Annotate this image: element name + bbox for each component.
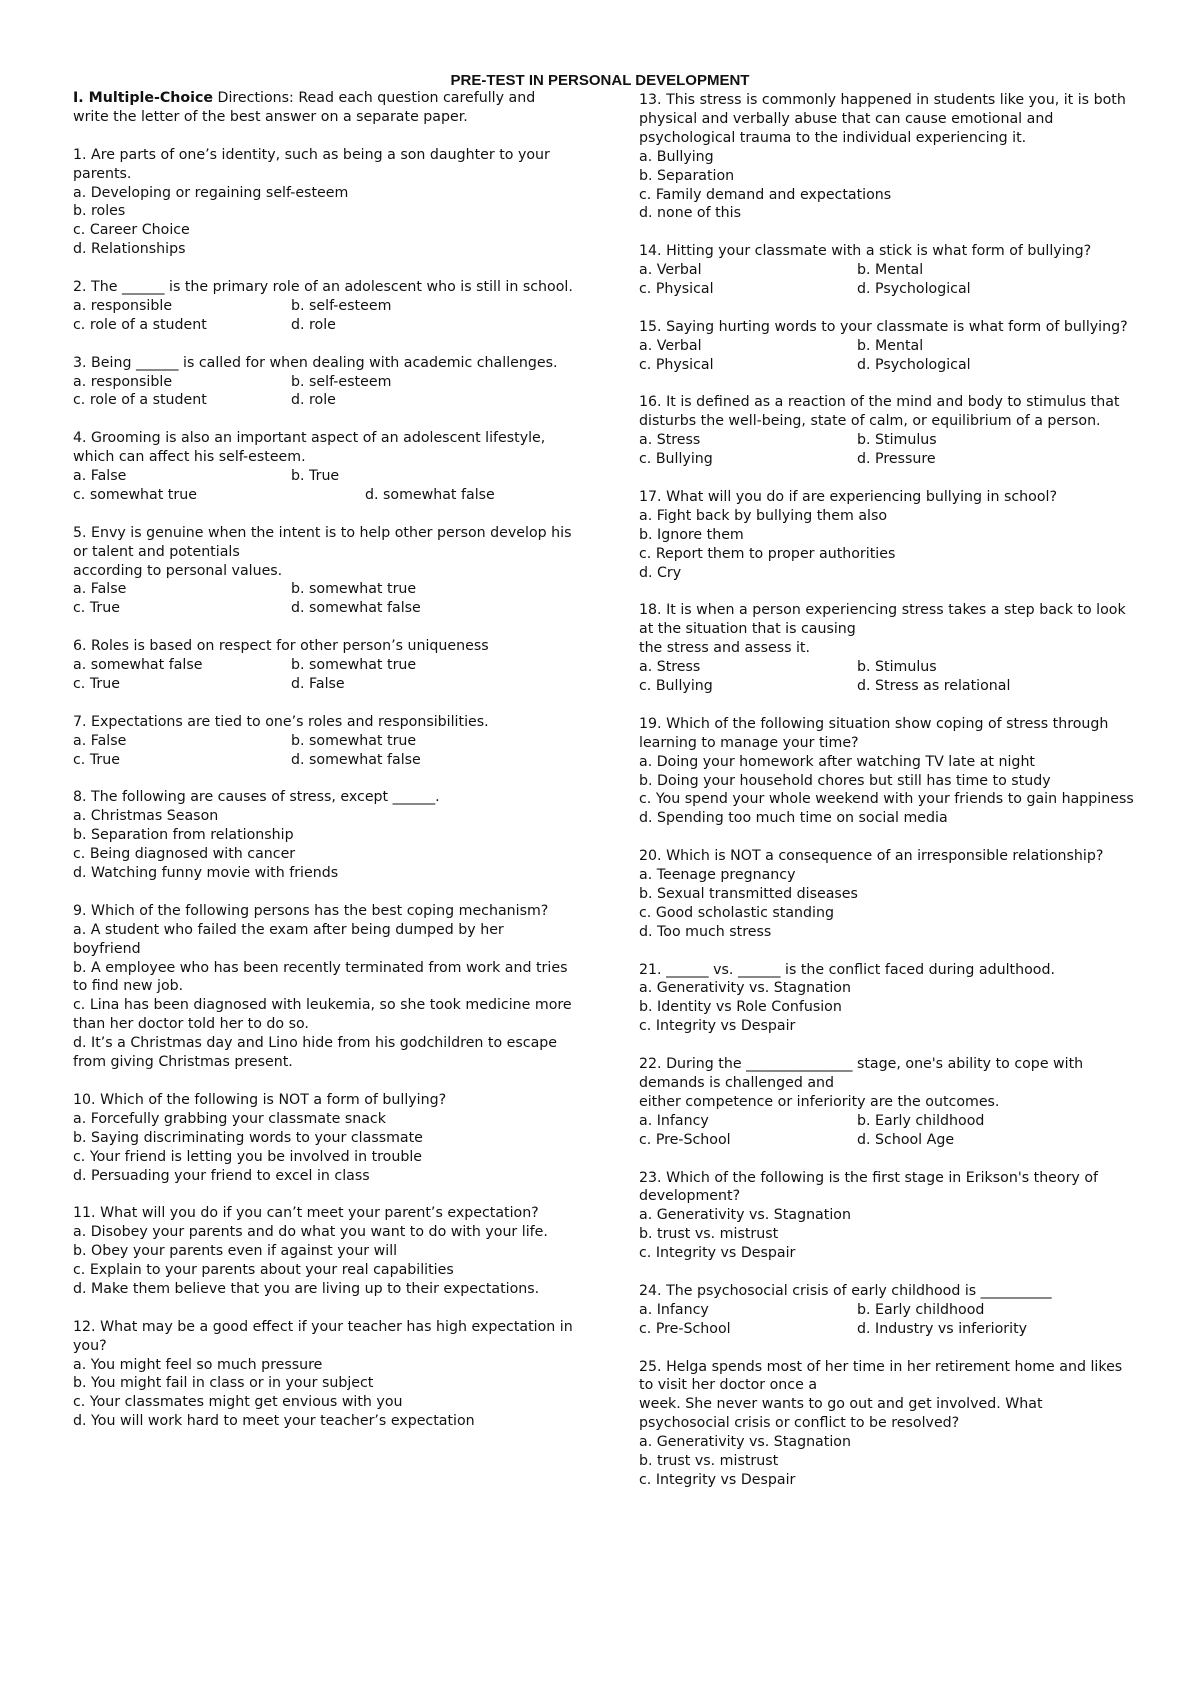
answer-option: b. somewhat true [291, 657, 417, 674]
answer-option: b. You might fail in class or in your subject [73, 1375, 374, 1392]
answer-option: d. role [291, 316, 336, 333]
answer-option: a. Disobey your parents and do what you want to do with your life. [73, 1224, 548, 1241]
answer-option: b. A employee who has been recently terminated from work and tries to find new job. [73, 959, 572, 995]
answer-option: d. Relationships [73, 241, 186, 258]
question-text: either competence or inferiority are the outcomes. [639, 1093, 1000, 1110]
question-text: 16. It is defined as a reaction of the mind and body to stimulus that disturbs the well-being, state of calm, or equilibrium of a person. [639, 394, 1124, 430]
answer-options [639, 507, 1134, 583]
question-item [639, 847, 1134, 942]
question-text: 5. Envy is genuine when the intent is to help other person develop his or talent and potentials [73, 524, 577, 560]
question-text: 9. Which of the following persons has the best coping mechanism? [73, 902, 549, 919]
answer-option: c. True [73, 600, 120, 617]
answer-option: b. Mental [857, 337, 924, 354]
answer-option: b. Stimulus [857, 432, 937, 449]
answer-options [639, 979, 1134, 1036]
question-item [73, 524, 577, 619]
answer-option: d. School Age [857, 1131, 955, 1148]
question-text: 15. Saying hurting words to your classmate is what form of bullying? [639, 318, 1128, 335]
question-text: 10. Which of the following is NOT a form of bullying? [73, 1091, 447, 1108]
answer-option: c. Family demand and expectations [639, 186, 892, 203]
answer-option: a. False [73, 581, 127, 598]
question-item [639, 715, 1134, 828]
question-text: the stress and assess it. [639, 640, 811, 657]
answer-options [73, 732, 573, 770]
answer-option: a. somewhat false [73, 657, 203, 674]
page-title: PRE-TEST IN PERSONAL DEVELOPMENT [450, 72, 750, 89]
answer-option: a. False [73, 468, 127, 485]
question-text: 8. The following are causes of stress, except ______. [73, 789, 440, 806]
answer-option: a. Verbal [639, 337, 702, 354]
answer-option: c. True [73, 751, 120, 768]
answer-option: b. self-esteem [291, 373, 392, 390]
answer-option: c. Integrity vs Despair [639, 1245, 796, 1262]
question-text: 14. Hitting your classmate with a stick is what form of bullying? [639, 243, 1092, 260]
answer-option: a. Teenage pregnancy [639, 867, 796, 884]
question-text: 19. Which of the following situation show coping of stress through learning to manage your time? [639, 715, 1113, 751]
answer-options [73, 921, 577, 1072]
answer-option: d. Psychological [857, 281, 971, 298]
answer-option: b. somewhat true [291, 581, 417, 598]
answer-option: d. Industry vs inferiority [857, 1320, 1028, 1337]
answer-option: b. Separation from relationship [73, 827, 294, 844]
question-text: 24. The psychosocial crisis of early childhood is __________ [639, 1282, 1052, 1299]
answer-option: b. somewhat true [291, 732, 417, 749]
answer-option: c. role of a student [73, 392, 207, 409]
question-item [639, 1169, 1134, 1264]
answer-options [73, 184, 573, 260]
answer-options [73, 580, 573, 618]
question-item [639, 961, 1134, 1037]
question-text: 17. What will you do if are experiencing bullying in school? [639, 488, 1058, 505]
question-item [73, 788, 573, 883]
question-item [73, 1091, 573, 1186]
answer-option: d. somewhat false [365, 486, 495, 503]
question-item [73, 146, 573, 259]
answer-option: c. Integrity vs Despair [639, 1018, 796, 1035]
answer-option: c. Lina has been diagnosed with leukemia, so she took medicine more than her doctor told her to do so. [73, 997, 577, 1033]
answer-option: a. Doing your homework after watching TV late at night [639, 753, 1035, 770]
question-item [73, 278, 573, 335]
answer-option: d. somewhat false [291, 600, 421, 617]
answer-option: c. Integrity vs Despair [639, 1471, 796, 1488]
answer-options [639, 1112, 1134, 1150]
question-text: 25. Helga spends most of her time in her retirement home and likes to visit her doctor once a [639, 1358, 1127, 1394]
answer-option: c. Report them to proper authorities [639, 545, 896, 562]
answer-option: a. Infancy [639, 1301, 709, 1318]
section-label: I. Multiple-Choice [73, 90, 214, 106]
answer-option: a. Generativity vs. Stagnation [639, 1207, 851, 1224]
answer-option: b. Early childhood [857, 1301, 985, 1318]
answer-option: d. False [291, 676, 345, 692]
left-question-list [73, 146, 578, 1431]
answer-option: c. Pre-School [639, 1320, 731, 1337]
answer-option: c. Your friend is letting you be involved in trouble [73, 1148, 422, 1165]
answer-option: b. Obey your parents even if against your will [73, 1243, 398, 1260]
question-text: according to personal values. [73, 562, 283, 579]
question-text: 2. The ______ is the primary role of an adolescent who is still in school. [73, 279, 573, 296]
answer-options [639, 261, 1134, 299]
answer-option: b. Separation [639, 167, 735, 184]
answer-option: a. You might feel so much pressure [73, 1356, 323, 1373]
question-item [639, 1282, 1134, 1339]
answer-options [639, 753, 1134, 829]
answer-option: a. Generativity vs. Stagnation [639, 1434, 851, 1451]
answer-options [73, 1223, 573, 1299]
question-item [73, 1204, 573, 1299]
answer-option: d. Persuading your friend to excel in class [73, 1167, 370, 1184]
answer-option: b. Early childhood [857, 1112, 985, 1129]
question-item [639, 318, 1134, 375]
answer-option: d. Psychological [857, 356, 971, 373]
answer-option: d. Pressure [857, 451, 936, 468]
answer-option: c. Bullying [639, 451, 713, 468]
answer-option: c. Pre-School [639, 1131, 731, 1148]
answer-option: c. Your classmates might get envious with you [73, 1394, 403, 1411]
answer-option: c. role of a student [73, 316, 207, 333]
question-text: 4. Grooming is also an important aspect of an adolescent lifestyle, which can affect his self-esteem. [73, 430, 550, 466]
question-text: 12. What may be a good effect if your teacher has high expectation in you? [73, 1318, 578, 1354]
question-text: 22. During the _______________ stage, one's ability to cope with demands is challenged and [639, 1056, 1088, 1091]
question-item [639, 91, 1134, 223]
answer-option: b. Saying discriminating words to your classmate [73, 1129, 423, 1146]
answer-option: a. Forcefully grabbing your classmate snack [73, 1110, 386, 1127]
answer-option: d. Cry [639, 564, 682, 581]
answer-option: a. Verbal [639, 262, 702, 279]
right-column [639, 91, 1134, 1509]
answer-option: c. Good scholastic standing [639, 904, 834, 921]
answer-option: c. Physical [639, 281, 714, 298]
answer-option: b. Ignore them [639, 526, 744, 543]
right-question-list [639, 91, 1134, 1490]
question-item [73, 902, 577, 1072]
answer-option: b. Mental [857, 262, 924, 279]
question-item [639, 242, 1134, 299]
directions-text: Directions: Read each question carefully and write the letter of the best answer on a separate paper. [73, 90, 536, 125]
question-item [73, 713, 573, 770]
answer-option: b. Stimulus [857, 659, 937, 676]
answer-options [639, 148, 1134, 224]
answer-options [73, 373, 573, 411]
answer-options [639, 1433, 1134, 1490]
question-item [639, 488, 1134, 583]
question-item [639, 1358, 1134, 1490]
answer-option: d. Stress as relational [857, 678, 1011, 695]
answer-options [73, 807, 573, 883]
answer-option: d. Too much stress [639, 923, 772, 940]
answer-options [73, 1110, 573, 1186]
answer-options [639, 431, 1134, 469]
answer-options [639, 1206, 1134, 1263]
question-text: 13. This stress is commonly happened in students like you, it is both physical and verbally abuse that can cause emotional and psychological trauma to the individual experiencing it. [639, 92, 1131, 146]
answer-option: a. Stress [639, 659, 701, 676]
question-text: 11. What will you do if you can’t meet your parent’s expectation? [73, 1205, 539, 1222]
answer-option: a. Generativity vs. Stagnation [639, 980, 851, 997]
left-column [73, 89, 578, 1450]
answer-option: a. Bullying [639, 148, 714, 165]
question-text: 18. It is when a person experiencing stress takes a step back to look at the situation that is causing [639, 602, 1131, 638]
question-text: 3. Being ______ is called for when dealing with academic challenges. [73, 354, 558, 371]
answer-option: c. Physical [639, 356, 714, 373]
answer-options [73, 1356, 573, 1432]
answer-option: b. True [291, 468, 340, 485]
answer-options [639, 866, 1134, 942]
question-item [73, 354, 573, 411]
answer-options [73, 656, 573, 694]
answer-option: a. Infancy [639, 1112, 709, 1129]
answer-option: a. False [73, 732, 127, 749]
answer-option: a. Fight back by bullying them also [639, 507, 888, 524]
answer-options [73, 467, 573, 505]
question-item [73, 429, 573, 505]
answer-option: a. responsible [73, 373, 173, 390]
question-text: 20. Which is NOT a consequence of an irresponsible relationship? [639, 848, 1104, 865]
answer-option: c. You spend your whole weekend with your friends to gain happiness [639, 791, 1134, 808]
answer-option: d. none of this [639, 205, 742, 222]
question-text: 6. Roles is based on respect for other person’s uniqueness [73, 638, 489, 655]
answer-option: b. Doing your household chores but still has time to study [639, 772, 1051, 789]
answer-option: d. Spending too much time on social media [639, 810, 948, 827]
answer-option: c. Career Choice [73, 222, 190, 239]
answer-option: d. Make them believe that you are living up to their expectations. [73, 1280, 540, 1297]
answer-option: c. True [73, 676, 120, 692]
answer-option: b. self-esteem [291, 297, 392, 314]
answer-option: c. somewhat true [73, 486, 197, 503]
answer-option: b. trust vs. mistrust [639, 1226, 779, 1243]
answer-option: d. Watching funny movie with friends [73, 865, 339, 882]
answer-option: a. responsible [73, 297, 173, 314]
answer-option: a. Developing or regaining self-esteem [73, 184, 349, 201]
question-item [639, 1055, 1134, 1150]
answer-option: a. A student who failed the exam after being dumped by her boyfriend [73, 921, 509, 957]
question-item [73, 1318, 578, 1431]
question-text: 7. Expectations are tied to one’s roles and responsibilities. [73, 713, 489, 730]
answer-option: d. It’s a Christmas day and Lino hide from his godchildren to escape from giving Christmas present. [73, 1035, 562, 1071]
answer-option: c. Bullying [639, 678, 713, 695]
answer-options [73, 297, 573, 335]
answer-option: a. Christmas Season [73, 808, 219, 825]
answer-option: c. Explain to your parents about your real capabilities [73, 1262, 454, 1279]
answer-option: c. Being diagnosed with cancer [73, 846, 296, 863]
question-text: week. She never wants to go out and get involved. What psychosocial crisis or conflict to be resolved? [639, 1396, 1048, 1432]
answer-option: a. Stress [639, 432, 701, 449]
answer-options [639, 658, 1134, 696]
section-directions [73, 89, 573, 127]
answer-option: d. somewhat false [291, 751, 421, 768]
answer-option: d. You will work hard to meet your teacher’s expectation [73, 1413, 475, 1430]
question-item [73, 637, 573, 694]
question-text: 21. ______ vs. ______ is the conflict faced during adulthood. [639, 961, 1055, 978]
answer-option: b. Identity vs Role Confusion [639, 999, 842, 1016]
answer-options [639, 337, 1134, 375]
answer-options [639, 1301, 1134, 1339]
answer-option: d. role [291, 392, 336, 409]
answer-option: b. Sexual transmitted diseases [639, 885, 858, 902]
question-item [639, 601, 1134, 696]
question-text: 23. Which of the following is the first stage in Erikson's theory of development? [639, 1169, 1103, 1205]
question-text: 1. Are parts of one’s identity, such as being a son daughter to your parents. [73, 146, 555, 182]
question-item [639, 393, 1134, 469]
answer-option: b. roles [73, 203, 126, 220]
answer-option: b. trust vs. mistrust [639, 1453, 779, 1470]
